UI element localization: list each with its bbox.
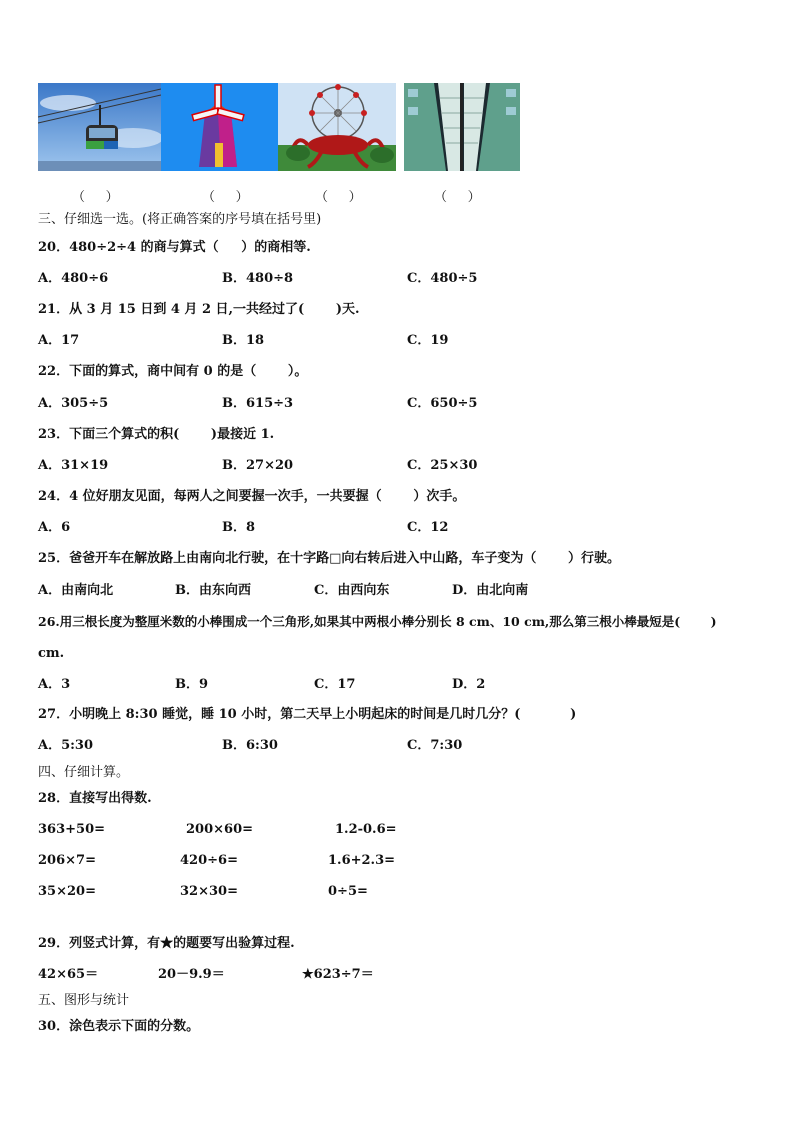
question-26-unit: cm. (38, 646, 65, 661)
question-29: 29．列竖式计算，有★的题要写出验算过程. (38, 936, 295, 951)
escalator-image (404, 83, 520, 171)
option-b[interactable]: B．480÷8 (222, 271, 294, 286)
section-heading: 五、图形与统计 (38, 993, 130, 1008)
option-b[interactable]: B．27×20 (222, 458, 294, 473)
calc-item: 1.6+2.3= (328, 853, 396, 868)
calc-item: 42×65＝ (38, 967, 99, 982)
answer-blank[interactable]: （ ） (434, 190, 481, 205)
calc-item: 200×60= (186, 822, 254, 837)
calc-item: 206×7= (38, 853, 96, 868)
cable-car-image (38, 83, 161, 171)
option-a[interactable]: A．480÷6 (38, 271, 109, 286)
option-a[interactable]: A．17 (38, 333, 80, 348)
option-c[interactable]: C．19 (407, 333, 449, 348)
option-c[interactable]: C．7:30 (407, 738, 463, 753)
option-b[interactable]: B．9 (175, 677, 209, 692)
windmill-image (161, 83, 278, 171)
option-d[interactable]: D．2 (452, 677, 486, 692)
answer-blank[interactable]: （ ） (202, 190, 249, 205)
section-heading: 三、仔细选一选。(将正确答案的序号填在括号里) (38, 212, 322, 227)
option-a[interactable]: A．5:30 (38, 738, 94, 753)
question-21: 21．从 3 月 15 日到 4 月 2 日,一共经过了( )天. (38, 302, 360, 317)
calc-item: 363+50= (38, 822, 106, 837)
question-28: 28．直接写出得数. (38, 791, 152, 806)
option-b[interactable]: B．由东向西 (175, 583, 251, 598)
option-c[interactable]: C．17 (314, 677, 356, 692)
option-a[interactable]: A．305÷5 (38, 396, 109, 411)
calc-item: 1.2-0.6= (335, 822, 397, 837)
section-heading: 四、仔细计算。 (38, 765, 130, 780)
option-b[interactable]: B．18 (222, 333, 265, 348)
question-24: 24．4 位好朋友见面，每两人之间要握一次手，一共要握（ ）次手。 (38, 489, 466, 504)
option-b[interactable]: B．8 (222, 520, 256, 535)
calc-item: 20－9.9＝ (158, 967, 225, 982)
option-a[interactable]: A．31×19 (38, 458, 109, 473)
question-27: 27．小明晚上 8:30 睡觉，睡 10 小时，第二天早上小明起床的时间是几时几分？( ) (38, 707, 577, 722)
calc-item: ★623÷7＝ (302, 967, 374, 982)
answer-blank-row (0, 186, 794, 206)
question-23: 23．下面三个算式的积( )最接近 1. (38, 427, 275, 442)
calc-item: 420÷6= (180, 853, 238, 868)
option-d[interactable]: D．由北向南 (452, 583, 529, 598)
answer-blank[interactable]: （ ） (315, 190, 362, 205)
question-22: 22．下面的算式，商中间有 0 的是（ ）。 (38, 364, 308, 379)
option-a[interactable]: A．由南向北 (38, 583, 114, 598)
calc-item: 32×30= (180, 884, 238, 899)
question-30: 30．涂色表示下面的分数。 (38, 1019, 200, 1034)
question-26: 26.用三根长度为整厘米数的小棒围成一个三角形,如果其中两根小棒分别长 8 cm、10 cm,那么第三根小棒最短是( ) (38, 614, 717, 629)
calc-item: 0÷5= (328, 884, 368, 899)
option-c[interactable]: C．25×30 (407, 458, 478, 473)
option-c[interactable]: C．650÷5 (407, 396, 478, 411)
option-c[interactable]: C．12 (407, 520, 449, 535)
option-b[interactable]: B．6:30 (222, 738, 278, 753)
question-25: 25．爸爸开车在解放路上由南向北行驶，在十字路□向右转后进入中山路，车子变为（ ）行驶。 (38, 551, 621, 566)
answer-blank[interactable]: （ ） (72, 190, 119, 205)
option-a[interactable]: A．3 (38, 677, 71, 692)
option-c[interactable]: C．480÷5 (407, 271, 478, 286)
option-c[interactable]: C．由西向东 (314, 583, 390, 598)
question-20: 20．480÷2÷4 的商与算式（ ）的商相等. (38, 240, 311, 255)
ferris-wheel-image (278, 83, 396, 171)
option-a[interactable]: A．6 (38, 520, 71, 535)
option-b[interactable]: B．615÷3 (222, 396, 294, 411)
calc-item: 35×20= (38, 884, 96, 899)
